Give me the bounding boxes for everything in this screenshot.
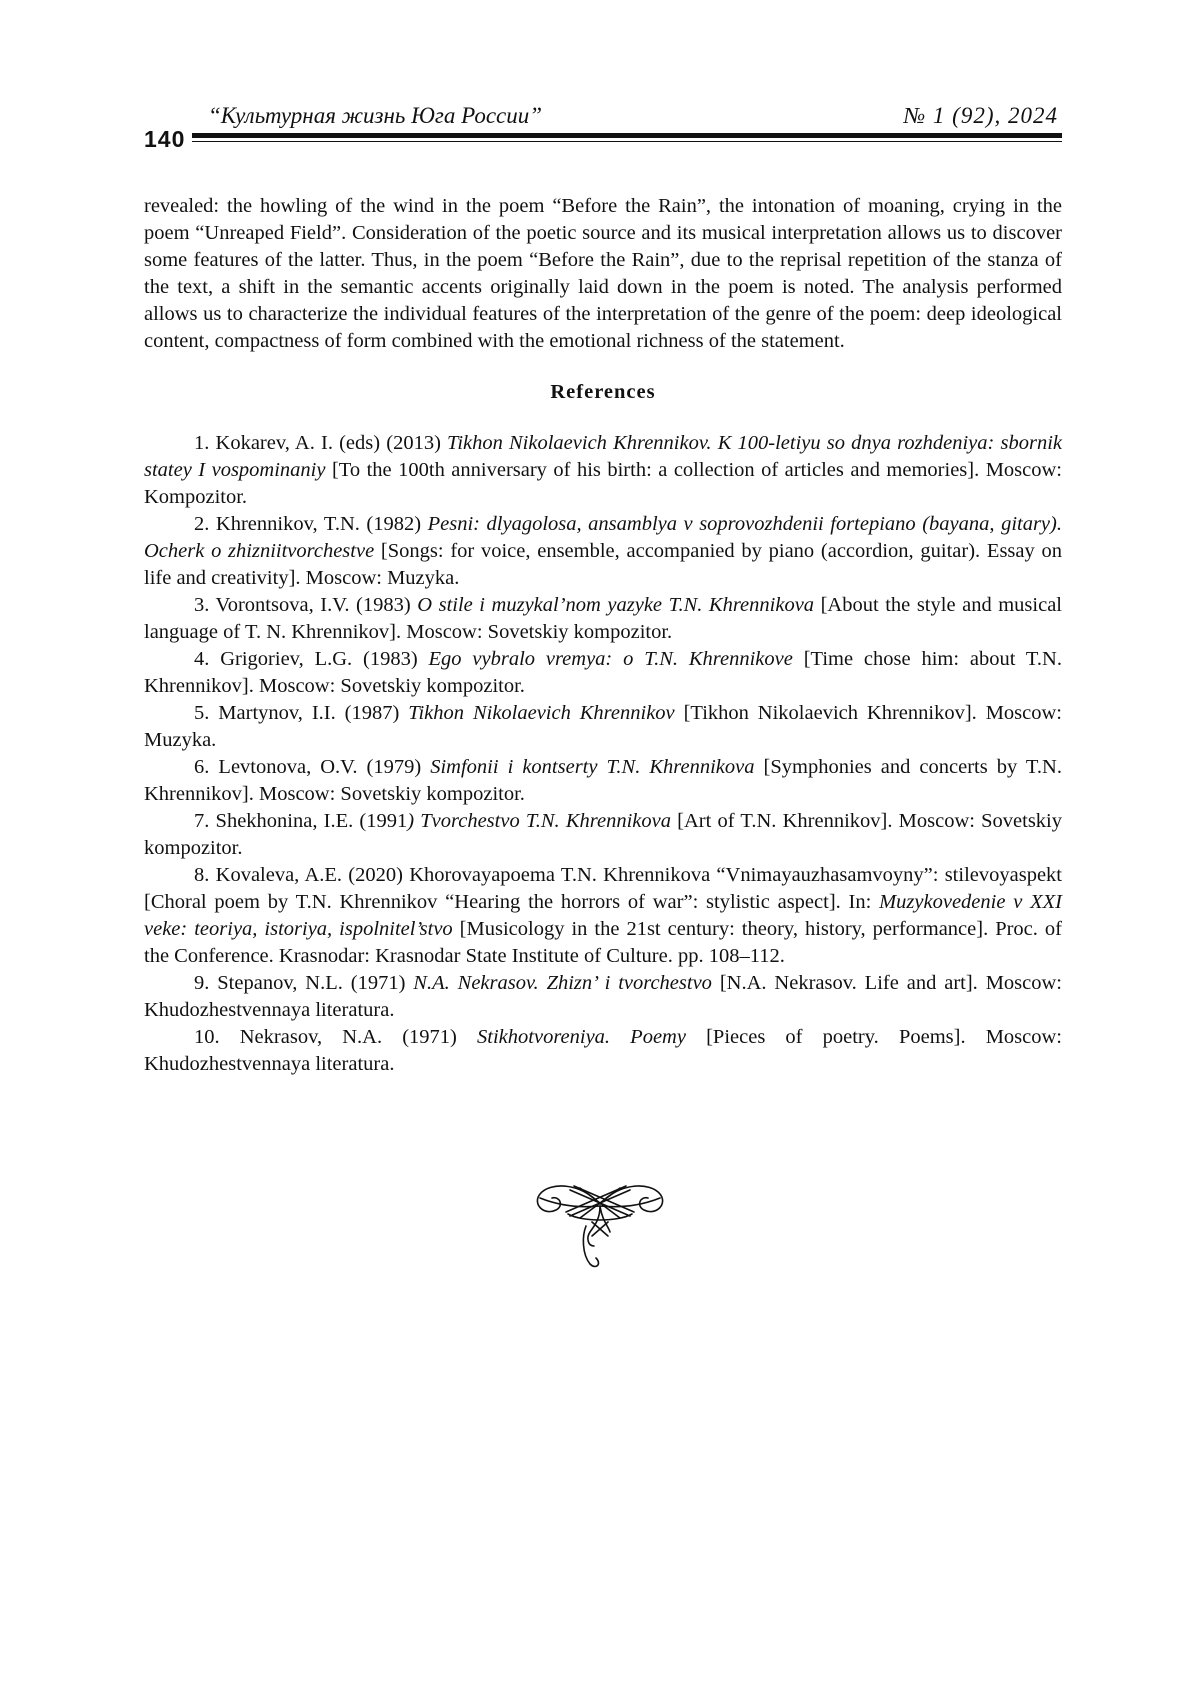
reference-title: Stikhotvoreniya. Poemy <box>477 1026 686 1048</box>
reference-item <box>144 592 1062 646</box>
reference-title: ) Tvorchestvo T.N. Khrennikova <box>407 810 671 832</box>
reference-text: [Tikhon Nikolaevich Khrennikov]. Moscow: Muzyka. <box>144 702 1062 751</box>
reference-text: [Art of T.N. Khrennikov]. Moscow: Sovetskiy kompozitor. <box>144 810 1062 859</box>
reference-text: [N.A. Nekrasov. Life and art]. Moscow: Khudozhestvennaya literatura. <box>144 972 1062 1021</box>
reference-title: Simfonii i kontserty T.N. Khrennikova <box>430 756 755 778</box>
journal-title: “Культурная жизнь Юга России” <box>208 103 543 128</box>
reference-text: 4. Grigoriev, L.G. (1983) <box>194 648 429 670</box>
reference-title: O stile i muzykal’nom yazyke T.N. Khrennikova <box>417 594 815 616</box>
header-rule-thick <box>192 133 1062 138</box>
reference-item <box>144 646 1062 700</box>
reference-title: Muzykovedenie v XXI veke: teoriya, istoriya, ispolnitel’stvo <box>144 891 1062 940</box>
body-paragraph: revealed: the howling of the wind in the poem “Before the Rain”, the intonation of moaning, crying in the poem “Unreaped Field”. Consideration of the poetic source and its musical interpretation allows us to discover some features of the latter. Thus, in the poem “Before the Rain”, due to the reprisal repetition of the stanza of the text, a shift in the semantic accents originally laid down in the poem is noted. The analysis performed allows us to characterize the individual features of the interpretation of the genre of the poem: deep ideological content, compactness of form combined with the emotional richness of the statement. <box>144 195 1062 352</box>
reference-item <box>144 430 1062 511</box>
reference-title: Ego vybralo vremya: o T.N. Khrennikove <box>428 648 793 670</box>
reference-text: 3. Vorontsova, I.V. (1983) <box>194 594 418 616</box>
reference-item <box>144 754 1062 808</box>
page-number: 140 <box>144 126 186 152</box>
reference-text: 8. Kovaleva, A.E. (2020) Khorovayapoema T.N. Khrennikova “Vnimayauzhasamvoyny”: stilevoyaspekt [Choral poem by T.N. Khrennikov “Hearing the horrors of war”: stylistic aspect]. In: <box>144 864 1062 913</box>
reference-title: Pesni: dlyagolosa, ansamblya v soprovozhdenii fortepiano (bayana, gitary). Ocherk o zhizniitvorchestve <box>144 513 1062 562</box>
reference-item <box>144 511 1062 592</box>
reference-item <box>144 862 1062 970</box>
page-header <box>144 100 1062 150</box>
reference-text: [Songs: for voice, ensemble, accompanied by piano (accordion, guitar). Essay on life and creativity]. Moscow: Muzyka. <box>144 540 1062 589</box>
reference-item <box>144 970 1062 1024</box>
reference-text: [Musicology in the 21st century: theory, history, performance]. Proc. of the Conference. Krasnodar: Krasnodar State Institute of Culture. pp. 108–112. <box>144 918 1062 967</box>
reference-text: [About the style and musical language of T. N. Khrennikov]. Moscow: Sovetskiy kompozitor. <box>144 594 1063 643</box>
references-heading: References <box>550 381 656 403</box>
header-rule-thin <box>192 141 1062 142</box>
reference-text: 6. Levtonova, O.V. (1979) <box>194 756 431 778</box>
reference-text: 9. Stepanov, N.L. (1971) <box>194 972 414 994</box>
reference-text: 7. Shekhonina, I.E. (1991 <box>194 810 408 832</box>
page-content <box>144 193 1062 1078</box>
reference-item <box>144 700 1062 754</box>
reference-title: Tikhon Nikolaevich Khrennikov. K 100-letiyu so dnya rozhdeniya: sbornik statey I vospominaniy <box>144 432 1062 481</box>
reference-text: [Symphonies and concerts by T.N. Khrennikov]. Moscow: Sovetskiy kompozitor. <box>144 756 1062 805</box>
reference-title: N.A. Nekrasov. Zhizn’ i tvorchestvo <box>413 972 712 994</box>
reference-list <box>144 430 1062 1078</box>
reference-text: [To the 100th anniversary of his birth: a collection of articles and memories]. Moscow: Kompozitor. <box>144 459 1062 508</box>
issue-label: № 1 (92), 2024 <box>903 103 1058 128</box>
reference-text: [Pieces of poetry. Poems]. Moscow: Khudozhestvennaya literatura. <box>144 1026 1063 1075</box>
flourish-ornament-icon <box>530 1176 670 1272</box>
reference-text: [Time chose him: about T.N. Khrennikov]. Moscow: Sovetskiy kompozitor. <box>144 648 1062 697</box>
reference-item <box>144 808 1062 862</box>
reference-text: 2. Khrennikov, T.N. (1982) <box>194 513 428 535</box>
reference-title: Tikhon Nikolaevich Khrennikov <box>408 702 675 724</box>
reference-item <box>144 1024 1062 1078</box>
reference-text: 5. Martynov, I.I. (1987) <box>194 702 409 724</box>
reference-text: 10. Nekrasov, N.A. (1971) <box>194 1026 478 1048</box>
reference-text: 1. Kokarev, A. I. (eds) (2013) <box>194 432 448 454</box>
